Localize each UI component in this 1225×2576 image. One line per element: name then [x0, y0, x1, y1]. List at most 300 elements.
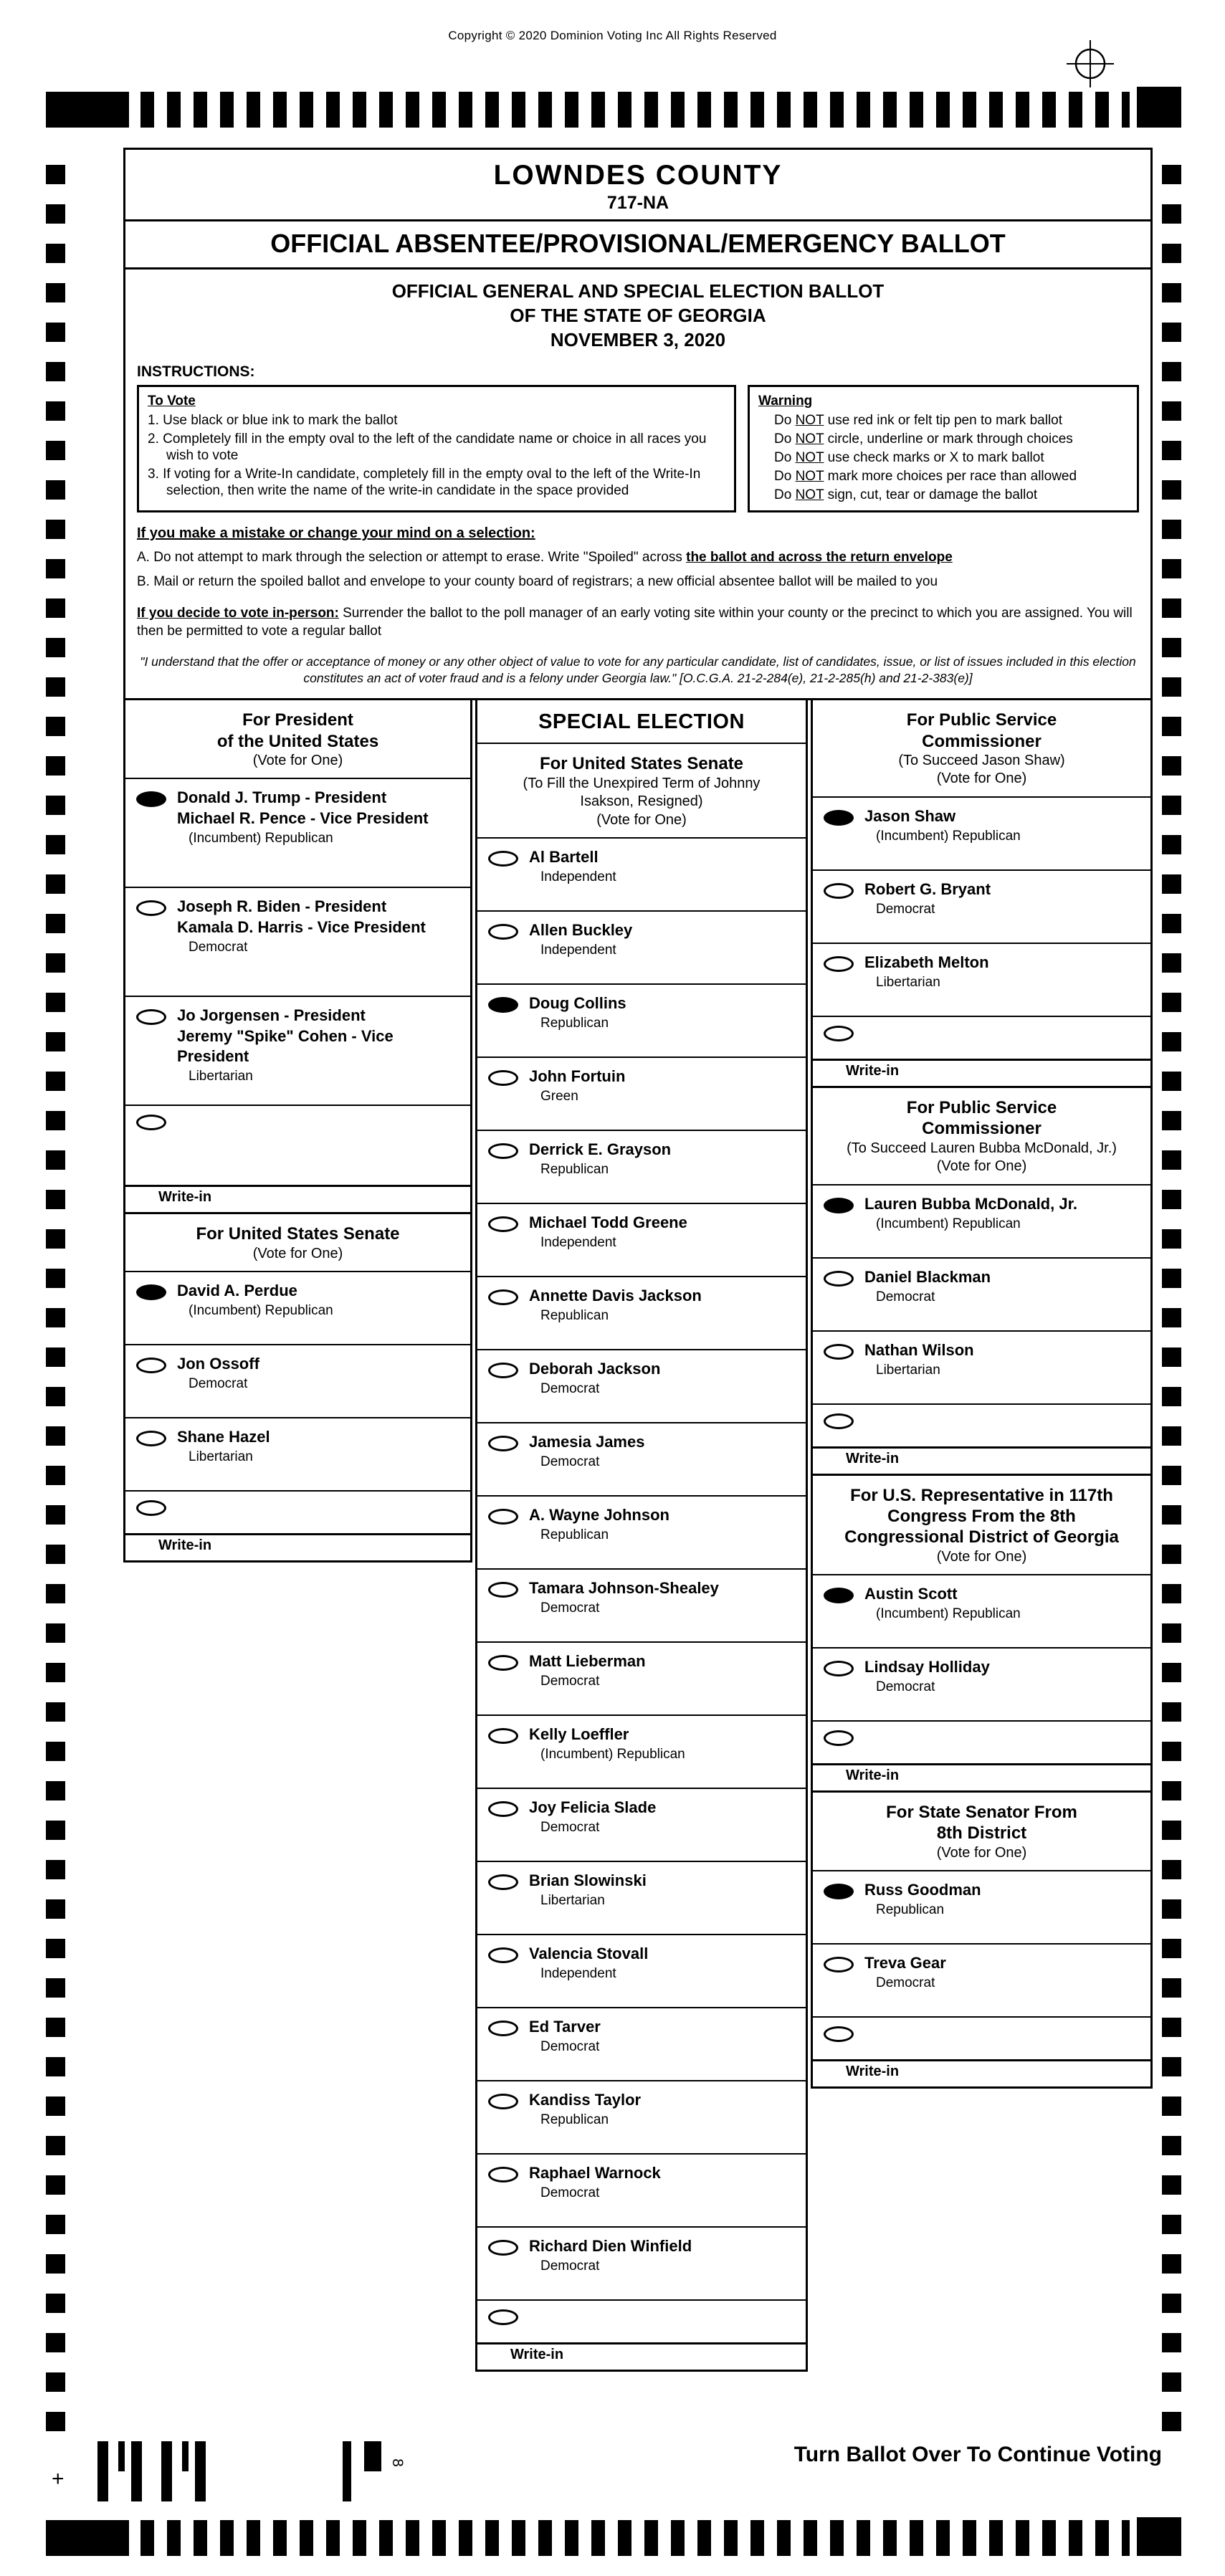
ballot-oval[interactable]	[824, 1588, 854, 1603]
candidate-party: (Incumbent) Republican	[876, 1606, 1021, 1622]
candidate-text	[529, 1944, 800, 2000]
mistake-heading: If you make a mistake or change your mind on a selection:	[137, 525, 535, 542]
write-in-area[interactable]	[813, 2018, 1150, 2059]
write-in-label: Write-in	[813, 1763, 1150, 1790]
vote-for-text: (Vote for One)	[596, 811, 687, 828]
candidate-name: Tamara Johnson-Shealey	[529, 1579, 719, 1598]
candidate-row	[125, 779, 470, 888]
ballot-oval[interactable]	[488, 1728, 518, 1744]
oval-cell	[813, 1267, 864, 1323]
contest-subtitle: (To Succeed Lauren Bubba McDonald, Jr.)	[847, 1140, 1117, 1156]
ballot-oval[interactable]	[824, 883, 854, 899]
candidate-party: Democrat	[876, 1975, 935, 1991]
oval-cell	[477, 1505, 529, 1561]
sheet-number: 8	[389, 2458, 406, 2467]
candidate-name: Allen Buckley	[529, 921, 633, 940]
candidate-row	[477, 912, 806, 985]
candidate-row	[477, 1643, 806, 1716]
write-in-row	[813, 2018, 1150, 2086]
candidate-text	[529, 1067, 800, 1122]
candidate-party: (Incumbent) Republican	[189, 830, 333, 846]
ballot-oval[interactable]	[488, 1070, 518, 1086]
ballot-oval[interactable]	[824, 1344, 854, 1360]
candidate-text	[529, 920, 800, 976]
candidate-party: Independent	[540, 1235, 616, 1251]
ballot-oval[interactable]	[488, 1947, 518, 1963]
contest-title: For U.S. Representative in 117th	[850, 1485, 1113, 1505]
candidate-row	[477, 1570, 806, 1643]
candidate-row	[477, 2228, 806, 2301]
candidate-name: Kelly Loeffler	[529, 1725, 629, 1744]
contest-title: For Public Service	[906, 1097, 1057, 1117]
timing-marks-right	[1162, 165, 1181, 2438]
column-middle	[475, 698, 808, 2372]
candidate-party: (Incumbent) Republican	[540, 1747, 685, 1762]
column-right	[811, 698, 1153, 2089]
ballot-oval[interactable]	[136, 1009, 166, 1025]
candidate-name: Elizabeth Melton	[864, 953, 989, 971]
vote-for-text: (Vote for One)	[936, 771, 1027, 787]
oval-cell	[477, 2236, 529, 2292]
candidate-name: Lindsay Holliday	[864, 1658, 990, 1676]
ballot-oval[interactable]	[488, 1436, 518, 1451]
candidate-row	[125, 1272, 470, 1345]
ballot-oval[interactable]	[824, 1661, 854, 1676]
ballot-oval[interactable]	[488, 2167, 518, 2183]
vote-for-text: (Vote for One)	[252, 752, 343, 768]
candidate-party: Democrat	[540, 1381, 600, 1397]
write-in-area[interactable]	[813, 1722, 1150, 1763]
contest-president	[123, 698, 472, 1214]
warning-title: Warning	[758, 393, 813, 409]
candidate-name: David A. Perdue	[177, 1282, 297, 1300]
contest-title: Commissioner	[922, 731, 1042, 751]
warning-item: Do NOT mark more choices per race than allowed	[774, 469, 1077, 485]
instructions-row	[125, 385, 1150, 512]
ballot-oval[interactable]	[136, 900, 166, 916]
candidate-name-line2: Michael R. Pence - Vice President	[177, 808, 429, 827]
candidate-text	[529, 2017, 800, 2073]
candidate-text	[177, 897, 464, 988]
oval-cell	[477, 1213, 529, 1269]
candidate-row	[477, 1862, 806, 1935]
timing-marks-top	[140, 92, 1130, 128]
candidate-text	[529, 2163, 800, 2219]
candidate-party: Democrat	[189, 1376, 248, 1392]
write-in-oval[interactable]	[136, 1500, 166, 1516]
turn-ballot-over-text: Turn Ballot Over To Continue Voting	[793, 2443, 1162, 2466]
candidate-party: Independent	[540, 943, 616, 958]
candidate-name: Treva Gear	[864, 1954, 946, 1972]
oval-cell	[477, 920, 529, 976]
candidate-party: Libertarian	[189, 1068, 253, 1084]
oval-cell	[477, 1798, 529, 1854]
candidate-party: Republican	[540, 2112, 609, 2128]
candidate-text	[529, 847, 800, 903]
oval-cell	[477, 1286, 529, 1342]
candidate-row	[813, 1259, 1150, 1332]
candidate-list	[477, 839, 806, 2301]
candidate-party: Democrat	[540, 2185, 600, 2201]
write-in-oval[interactable]	[824, 1026, 854, 1041]
candidate-party: Libertarian	[540, 1893, 605, 1909]
candidate-text	[864, 879, 1145, 935]
candidate-row	[813, 871, 1150, 944]
contest-header	[125, 700, 470, 779]
contest-title: For United States Senate	[196, 1224, 400, 1244]
candidate-name-line2: Kamala D. Harris - Vice President	[177, 917, 426, 936]
write-in-label: Write-in	[813, 2059, 1150, 2086]
contest-title: For State Senator From	[886, 1803, 1077, 1823]
contest-title: of the United States	[216, 731, 379, 751]
oval-cell	[477, 1140, 529, 1196]
candidate-party: Libertarian	[876, 1362, 940, 1378]
candidate-name: Jamesia James	[529, 1433, 645, 1451]
candidate-name: Annette Davis Jackson	[529, 1287, 702, 1305]
candidate-text	[529, 1578, 800, 1634]
ballot-oval[interactable]	[488, 1655, 518, 1671]
write-in-label: Write-in	[813, 1446, 1150, 1474]
contest-title: Congressional District of Georgia	[844, 1527, 1119, 1547]
column-left	[123, 698, 472, 1563]
candidate-name: Shane Hazel	[177, 1428, 270, 1446]
candidate-row	[477, 839, 806, 912]
candidate-name: Joseph R. Biden - President	[177, 897, 387, 916]
write-in-oval[interactable]	[824, 1730, 854, 1746]
warning-item: Do NOT circle, underline or mark through choices	[774, 431, 1073, 447]
oval-cell	[813, 1194, 864, 1250]
candidate-row	[477, 2155, 806, 2228]
candidate-name: Joy Felicia Slade	[529, 1798, 657, 1817]
timing-marks-bottom	[140, 2520, 1130, 2556]
oval-cell	[125, 897, 177, 988]
candidate-party: Republican	[540, 1527, 609, 1543]
ballot-body	[123, 148, 1153, 2372]
candidate-row	[813, 1332, 1150, 1405]
ballot-subtitle	[125, 269, 1150, 352]
contest-header	[813, 1476, 1150, 1575]
mistake-section	[125, 512, 1150, 591]
ballot-oval[interactable]	[488, 1801, 518, 1817]
candidate-name: Russ Goodman	[864, 1881, 981, 1899]
candidate-party: Democrat	[540, 2258, 600, 2274]
candidate-name: Jason Shaw	[864, 806, 956, 825]
timing-block-bottom-left	[46, 2520, 129, 2556]
subtitle-line: NOVEMBER 3, 2020	[550, 328, 726, 350]
mistake-item-a-emphasis: the ballot and across the return envelope	[686, 550, 953, 566]
candidate-party: Democrat	[189, 939, 248, 955]
write-in-area[interactable]	[813, 1405, 1150, 1446]
oval-cell	[813, 1584, 864, 1640]
oval-cell	[813, 806, 864, 862]
ballot-oval[interactable]	[488, 924, 518, 940]
ballot-oval[interactable]	[488, 2021, 518, 2036]
ballot-oval[interactable]	[136, 791, 166, 807]
in-person-text: Surrender the ballot to the poll manager of an early voting site within your county or the precinct to which you are assigned. You will then be permitted to vote a regular ballot	[137, 605, 1133, 639]
ballot-oval[interactable]	[488, 1874, 518, 1890]
candidate-name: Richard Dien Winfield	[529, 2237, 692, 2256]
candidate-name: Daniel Blackman	[864, 1267, 991, 1286]
special-election-header: SPECIAL ELECTION	[477, 700, 806, 744]
ballot-oval[interactable]	[136, 1284, 166, 1300]
contest-columns	[123, 698, 1153, 2372]
contest-subtitle: Isakson, Resigned)	[580, 793, 703, 810]
warning-item: Do NOT sign, cut, tear or damage the ballot	[774, 487, 1038, 503]
contest-title: 8th District	[936, 1823, 1027, 1843]
candidate-name: Michael Todd Greene	[529, 1213, 687, 1232]
candidate-party: Democrat	[540, 1454, 600, 1470]
ballot-oval[interactable]	[136, 1431, 166, 1446]
contest-us-senate	[123, 1212, 472, 1563]
mistake-item-b: B. Mail or return the spoiled ballot and envelope to your county board of registrars; a new official absentee ballot will be mailed to you	[137, 574, 938, 590]
candidate-row	[125, 997, 470, 1106]
ballot-oval[interactable]	[488, 997, 518, 1013]
candidate-party: Republican	[540, 1162, 609, 1178]
candidate-name: Brian Slowinski	[529, 1871, 647, 1890]
in-person-heading: If you decide to vote in-person:	[137, 605, 339, 621]
candidate-text	[529, 993, 800, 1049]
candidate-row	[813, 1649, 1150, 1722]
mistake-item-a-text: A. Do not attempt to mark through the selection or attempt to erase. Write "Spoiled" across	[137, 550, 687, 566]
candidate-party: Democrat	[876, 902, 935, 917]
candidate-name: Nathan Wilson	[864, 1340, 974, 1359]
warning-item: Do NOT use check marks or X to mark ballot	[774, 449, 1044, 465]
warning-item: Do NOT use red ink or felt tip pen to mark ballot	[774, 412, 1063, 428]
subtitle-line: OFFICIAL GENERAL AND SPECIAL ELECTION BALLOT	[391, 280, 885, 302]
write-in-oval[interactable]	[824, 1413, 854, 1429]
oval-cell	[125, 1354, 177, 1410]
candidate-row	[813, 798, 1150, 871]
registration-crosshair-icon	[1067, 40, 1114, 87]
candidate-text	[864, 1880, 1145, 1936]
candidate-name: A. Wayne Johnson	[529, 1506, 669, 1525]
contest-psc-shaw	[811, 698, 1153, 1088]
ballot-oval[interactable]	[488, 1216, 518, 1232]
candidate-row	[125, 888, 470, 997]
candidate-text	[864, 1267, 1145, 1323]
candidate-party: Republican	[540, 1308, 609, 1324]
oval-cell	[477, 2090, 529, 2146]
oval-cell	[813, 953, 864, 1008]
contest-state-senator-8th	[811, 1790, 1153, 2089]
candidate-row	[477, 1058, 806, 1131]
oval-cell	[477, 1651, 529, 1707]
contest-title: For Public Service	[906, 710, 1057, 730]
candidate-party: Libertarian	[189, 1449, 253, 1465]
contest-us-rep-8th	[811, 1474, 1153, 1793]
ballot-title: OFFICIAL ABSENTEE/PROVISIONAL/EMERGENCY BALLOT	[125, 221, 1150, 269]
candidate-text	[529, 1286, 800, 1342]
candidate-text	[529, 1725, 800, 1780]
vote-for-text: (Vote for One)	[252, 1245, 343, 1261]
candidate-name: Valencia Stovall	[529, 1945, 649, 1963]
candidate-party: Democrat	[540, 1820, 600, 1836]
candidate-text	[529, 1213, 800, 1269]
candidate-text	[177, 1354, 464, 1410]
candidate-name: Jo Jorgensen - President	[177, 1006, 366, 1025]
write-in-area[interactable]	[125, 1492, 470, 1533]
candidate-party: Libertarian	[876, 975, 940, 991]
candidate-list	[813, 798, 1150, 1017]
write-in-label: Write-in	[125, 1185, 470, 1212]
write-in-row	[813, 1017, 1150, 1086]
candidate-text	[177, 1006, 464, 1097]
contest-header	[125, 1214, 470, 1272]
oval-cell	[477, 2017, 529, 2073]
ballot-oval[interactable]	[824, 1884, 854, 1899]
mistake-item-a	[137, 549, 1139, 567]
ballot-oval[interactable]	[488, 2240, 518, 2256]
ballot-oval[interactable]	[488, 1289, 518, 1305]
candidate-name-line2: Jeremy "Spike" Cohen - Vice President	[177, 1026, 394, 1065]
ballot-oval[interactable]	[824, 956, 854, 972]
candidate-list	[813, 1575, 1150, 1722]
candidate-text	[529, 1140, 800, 1196]
vote-for-text: (Vote for One)	[936, 1548, 1027, 1565]
contest-title: Congress From the 8th	[887, 1506, 1076, 1526]
candidate-list	[125, 779, 470, 1106]
county-title: LOWNDES COUNTY	[493, 160, 783, 191]
candidate-party: Green	[540, 1089, 578, 1105]
to-vote-item: 2. Completely fill in the empty oval to the left of the candidate name or choice in all races you wish to vote	[148, 431, 707, 463]
oval-cell	[125, 788, 177, 879]
candidate-row	[477, 1497, 806, 1570]
candidate-text	[529, 1359, 800, 1415]
candidate-text	[177, 1281, 464, 1337]
candidate-text	[864, 1340, 1145, 1396]
ballot-oval[interactable]	[488, 1143, 518, 1159]
candidate-name: Lauren Bubba McDonald, Jr.	[864, 1194, 1078, 1213]
oval-cell	[813, 879, 864, 935]
candidate-row	[813, 944, 1150, 1017]
candidate-row	[813, 1945, 1150, 2018]
oval-cell	[125, 1281, 177, 1337]
contest-us-senate-special	[475, 698, 808, 2372]
in-person-section	[125, 591, 1150, 641]
contest-subtitle: (To Succeed Jason Shaw)	[898, 752, 1065, 768]
candidate-name: Robert G. Bryant	[864, 879, 991, 898]
candidate-party: (Incumbent) Republican	[876, 829, 1021, 844]
write-in-area[interactable]	[813, 1017, 1150, 1059]
ballot-oval[interactable]	[488, 1582, 518, 1598]
timing-marks-left	[46, 165, 65, 2438]
candidate-party: Democrat	[540, 1601, 600, 1616]
candidate-text	[177, 1427, 464, 1483]
oval-cell	[813, 1953, 864, 2009]
write-in-row	[125, 1492, 470, 1560]
write-in-oval[interactable]	[824, 2026, 854, 2042]
write-in-area[interactable]	[125, 1106, 470, 1185]
candidate-name: Donald J. Trump - President	[177, 788, 387, 807]
oval-cell	[477, 1871, 529, 1927]
write-in-row	[813, 1722, 1150, 1790]
fraud-statement: "I understand that the offer or acceptance of money or any other object of value to vote for any particular candidate, list of candidates, issue, or list of issues included in this election constitutes an act of voter fraud and is a felony under Georgia law." [O.C.G.A. 21-2-284(e), 21-2-285(h) and 21-2-383(e)]	[140, 654, 1136, 686]
write-in-oval[interactable]	[136, 1115, 166, 1130]
candidate-party: Democrat	[540, 2039, 600, 2055]
candidate-row	[477, 1350, 806, 1423]
candidate-text	[529, 2236, 800, 2292]
oval-cell	[125, 1006, 177, 1097]
candidate-name: John Fortuin	[529, 1067, 626, 1086]
write-in-area[interactable]	[477, 2301, 806, 2342]
candidate-row	[477, 1204, 806, 1277]
oval-cell	[477, 2163, 529, 2219]
candidate-text	[864, 1953, 1145, 2009]
ballot-oval[interactable]	[488, 2094, 518, 2109]
candidate-row	[477, 1423, 806, 1497]
ballot-oval[interactable]	[488, 851, 518, 867]
oval-cell	[477, 993, 529, 1049]
write-in-oval[interactable]	[488, 2309, 518, 2325]
candidate-row	[477, 985, 806, 1058]
candidate-text	[529, 1432, 800, 1488]
oval-cell	[477, 847, 529, 903]
write-in-label: Write-in	[125, 1533, 470, 1560]
write-in-row	[477, 2301, 806, 2370]
write-in-label: Write-in	[477, 2342, 806, 2370]
oval-cell	[477, 1359, 529, 1415]
alignment-barcode-center	[343, 2441, 381, 2501]
candidate-row	[477, 2081, 806, 2155]
contest-title: Commissioner	[922, 1119, 1042, 1139]
candidate-name: Raphael Warnock	[529, 2164, 661, 2183]
warning-box	[748, 385, 1139, 512]
oval-cell	[477, 1067, 529, 1122]
contest-header	[813, 1793, 1150, 1871]
candidate-party: Democrat	[540, 1674, 600, 1689]
candidate-row	[477, 1716, 806, 1789]
oval-cell	[813, 1880, 864, 1936]
ballot-oval[interactable]	[824, 1198, 854, 1213]
candidate-party: (Incumbent) Republican	[876, 1216, 1021, 1231]
candidate-name: Kandiss Taylor	[529, 2091, 642, 2109]
ballot-oval[interactable]	[136, 1358, 166, 1373]
candidate-row	[813, 1871, 1150, 1945]
oval-cell	[477, 1725, 529, 1780]
candidate-party: Republican	[876, 1902, 945, 1918]
candidate-text	[864, 953, 1145, 1008]
ballot-oval[interactable]	[824, 810, 854, 826]
candidate-text	[529, 1871, 800, 1927]
candidate-name: Deborah Jackson	[529, 1360, 661, 1378]
candidate-row	[477, 1935, 806, 2008]
contest-header	[477, 744, 806, 839]
write-in-row	[813, 1405, 1150, 1474]
alignment-barcode-left	[97, 2441, 206, 2501]
candidate-text	[864, 1584, 1145, 1640]
to-vote-item: 1. Use black or blue ink to mark the ballot	[148, 412, 398, 428]
copyright-text: Copyright © 2020 Dominion Voting Inc All Rights Reserved	[448, 29, 777, 42]
to-vote-box	[137, 385, 736, 512]
candidate-text	[529, 1798, 800, 1854]
ballot-oval[interactable]	[824, 1271, 854, 1287]
candidate-name: Jon Ossoff	[177, 1355, 259, 1373]
candidate-party: Democrat	[876, 1289, 935, 1304]
ballot-oval[interactable]	[488, 1363, 518, 1378]
candidate-text	[529, 1505, 800, 1561]
contest-psc-mcdonald	[811, 1086, 1153, 1476]
candidate-list	[125, 1272, 470, 1492]
ballot-oval[interactable]	[824, 1957, 854, 1972]
ballot-header-box	[123, 148, 1153, 700]
ballot-oval[interactable]	[488, 1509, 518, 1525]
contest-title: For President	[242, 710, 353, 730]
candidate-list	[813, 1871, 1150, 2018]
contest-subtitle: (To Fill the Unexpired Term of Johnny	[523, 775, 761, 791]
oval-cell	[813, 1657, 864, 1713]
oval-cell	[125, 1427, 177, 1483]
candidate-name: Derrick E. Grayson	[529, 1140, 672, 1159]
